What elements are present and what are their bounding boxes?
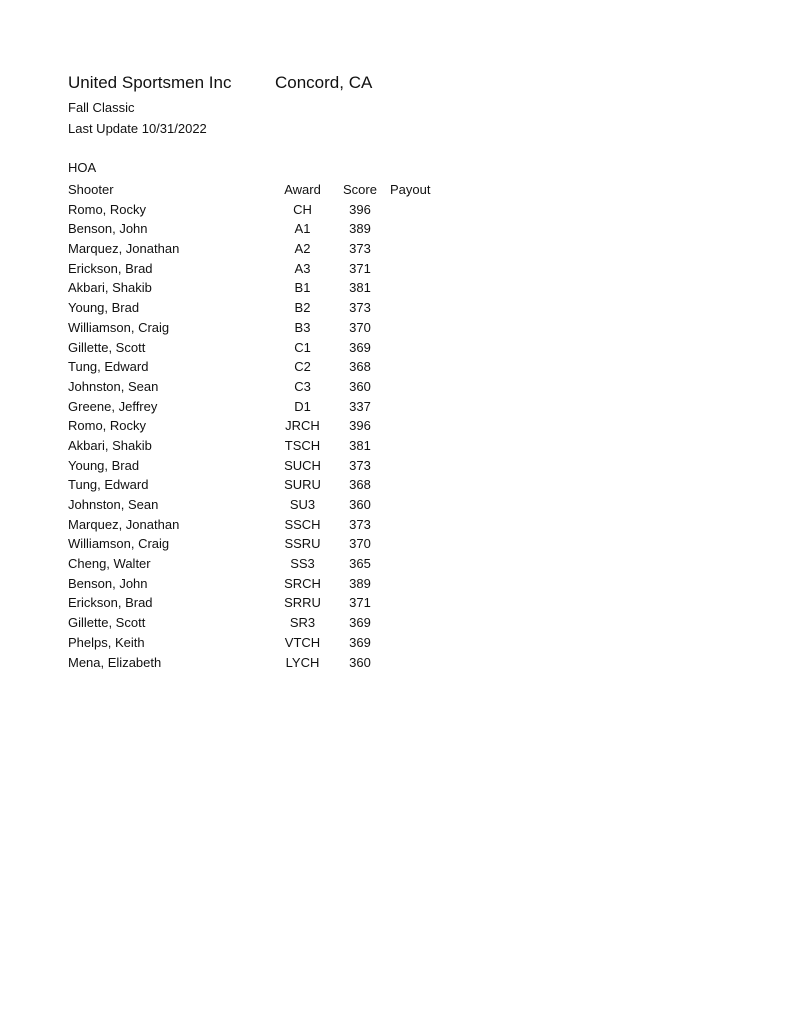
- shooter-cell: Gillette, Scott: [68, 615, 146, 631]
- table-row: [0, 633, 791, 653]
- table-row: [0, 475, 791, 495]
- shooter-cell: Benson, John: [68, 221, 148, 237]
- last-update: Last Update 10/31/2022: [68, 121, 207, 136]
- score-cell: 371: [349, 260, 371, 276]
- table-row: [0, 259, 791, 279]
- score-cell: 368: [349, 359, 371, 375]
- shooter-cell: Williamson, Craig: [68, 536, 170, 552]
- section-title: HOA: [68, 160, 97, 175]
- score-cell: 370: [349, 319, 371, 335]
- award-cell: SRRU: [284, 595, 321, 611]
- award-cell: SS3: [290, 556, 315, 572]
- score-cell: 360: [349, 497, 371, 512]
- award-cell: A3: [294, 260, 311, 276]
- table-row: [0, 436, 791, 456]
- shooter-cell: Cheng, Walter: [68, 556, 151, 572]
- table-row: [0, 456, 791, 476]
- score-cell: 369: [349, 615, 371, 631]
- award-cell: A2: [294, 241, 311, 257]
- table-row: [0, 593, 791, 613]
- column-header-payout: Payout: [390, 182, 431, 197]
- shooter-cell: Marquez, Jonathan: [68, 516, 180, 532]
- shooter-cell: Greene, Jeffrey: [68, 398, 158, 414]
- award-cell: SR3: [289, 615, 316, 631]
- table-row: [0, 318, 791, 338]
- award-cell: SSRU: [284, 536, 321, 552]
- shooter-cell: Romo, Rocky: [68, 418, 147, 434]
- award-cell: SUCH: [284, 457, 321, 473]
- table-row: [0, 574, 791, 594]
- award-cell: SURU: [284, 477, 321, 493]
- shooter-cell: Tung, Edward: [68, 477, 149, 493]
- shooter-cell: Akbari, Shakib: [68, 437, 152, 453]
- shooter-cell: Akbari, Shakib: [68, 280, 152, 296]
- score-cell: 373: [349, 516, 371, 532]
- score-cell: 389: [349, 221, 371, 237]
- shooter-cell: Erickson, Brad: [68, 260, 153, 276]
- table-row: [0, 495, 791, 515]
- score-cell: 373: [349, 457, 371, 473]
- table-row: [0, 219, 791, 239]
- shooter-cell: Johnston, Sean: [68, 497, 159, 512]
- shooter-cell: Mena, Elizabeth: [68, 654, 162, 670]
- award-cell: CH: [293, 201, 312, 217]
- table-row: [0, 338, 791, 358]
- table-header-row: [0, 180, 791, 200]
- organization-name: United Sportsmen Inc: [68, 73, 232, 92]
- score-cell: 381: [349, 280, 371, 296]
- award-cell: SSCH: [284, 516, 321, 532]
- table-row: [0, 653, 791, 673]
- shooter-cell: Marquez, Jonathan: [68, 241, 180, 257]
- table-row: [0, 613, 791, 633]
- shooter-cell: Benson, John: [68, 575, 148, 591]
- award-cell: TSCH: [284, 437, 321, 453]
- column-header-award: Award: [284, 182, 321, 197]
- score-cell: 360: [349, 654, 371, 670]
- score-cell: 337: [349, 398, 371, 414]
- shooter-cell: Romo, Rocky: [68, 201, 147, 217]
- table-row: [0, 377, 791, 397]
- score-cell: 369: [349, 339, 371, 355]
- table-row: [0, 200, 791, 220]
- shooter-cell: Phelps, Keith: [68, 634, 145, 650]
- table-row: [0, 239, 791, 259]
- score-cell: 373: [349, 300, 371, 316]
- table-row: [0, 357, 791, 377]
- award-cell: C1: [294, 339, 311, 355]
- shooter-cell: Young, Brad: [68, 457, 140, 473]
- location: Concord, CA: [275, 73, 373, 92]
- shooter-cell: Williamson, Craig: [68, 319, 170, 335]
- table-row: [0, 278, 791, 298]
- shooter-cell: Johnston, Sean: [68, 378, 159, 394]
- column-header-score: Score: [343, 182, 377, 197]
- score-cell: 368: [349, 477, 371, 493]
- award-cell: B3: [294, 319, 311, 335]
- award-cell: SU3: [289, 497, 316, 512]
- shooter-cell: Young, Brad: [68, 300, 140, 316]
- results-table: [0, 180, 791, 672]
- table-row: [0, 515, 791, 535]
- shooter-cell: Tung, Edward: [68, 359, 149, 375]
- table-row: [0, 416, 791, 436]
- shooter-cell: Erickson, Brad: [68, 595, 153, 611]
- award-cell: SRCH: [284, 575, 321, 591]
- score-cell: 371: [349, 595, 371, 611]
- table-row: [0, 554, 791, 574]
- award-cell: C3: [294, 378, 311, 394]
- table-body: [0, 200, 791, 673]
- score-cell: 389: [349, 575, 371, 591]
- score-cell: 370: [349, 536, 371, 552]
- table-row: [0, 298, 791, 318]
- event-name: Fall Classic: [68, 100, 135, 115]
- award-cell: B1: [294, 280, 311, 296]
- column-header-shooter: Shooter: [68, 182, 114, 197]
- score-cell: 369: [349, 634, 371, 650]
- award-cell: VTCH: [284, 634, 321, 650]
- score-cell: 381: [349, 437, 371, 453]
- award-cell: LYCH: [285, 654, 320, 670]
- award-cell: B2: [294, 300, 311, 316]
- award-cell: A1: [294, 221, 311, 237]
- score-cell: 373: [349, 241, 371, 257]
- score-cell: 396: [349, 418, 371, 434]
- table-row: [0, 534, 791, 554]
- score-cell: 365: [349, 556, 371, 572]
- score-cell: 360: [349, 378, 371, 394]
- award-cell: JRCH: [285, 418, 320, 434]
- shooter-cell: Gillette, Scott: [68, 339, 146, 355]
- award-cell: D1: [294, 398, 311, 414]
- award-cell: C2: [294, 359, 311, 375]
- score-cell: 396: [349, 201, 371, 217]
- table-row: [0, 397, 791, 417]
